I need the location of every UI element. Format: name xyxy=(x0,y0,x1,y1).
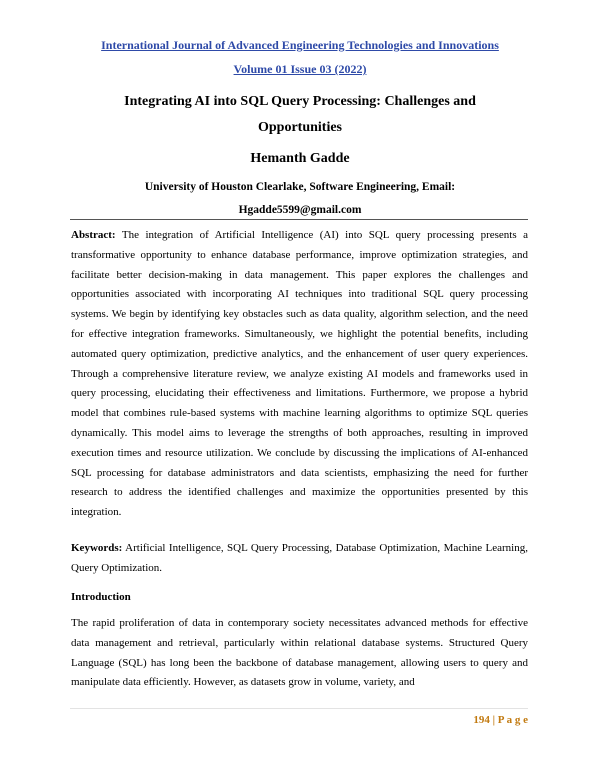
introduction-paragraph: The rapid proliferation of data in contemporary society necessitates advanced methods for effective data management and retrieval, particularly within relational database systems. Structured Query Language (SQL) has long been the backbone of database management, allowing users to query and manipulate data efficiently. However, as datasets grow in volume, variety, and xyxy=(71,617,528,689)
header-divider xyxy=(70,219,528,220)
keywords-label: Keywords: xyxy=(71,542,123,554)
keywords-text: Artificial Intelligence, SQL Query Processing, Database Optimization, Machine Learning, Query Optimization. xyxy=(71,542,528,574)
page-number: 194 | P a g e xyxy=(473,714,528,726)
author-name: Hemanth Gadde xyxy=(250,151,350,166)
paper-title: Integrating AI into SQL Query Processing: Challenges and Opportunities xyxy=(124,94,476,135)
abstract-label: Abstract: xyxy=(71,229,116,241)
volume-issue-link[interactable]: Volume 01 Issue 03 (2022) xyxy=(233,62,367,76)
author-affiliation: University of Houston Clearlake, Software Engineering, Email: Hgadde5599@gmail.com xyxy=(144,181,456,216)
footer-divider xyxy=(70,708,528,709)
journal-name-link[interactable]: International Journal of Advanced Engineering Technologies and Innovations xyxy=(101,38,499,52)
abstract-paragraph xyxy=(71,226,528,523)
introduction-heading: Introduction xyxy=(71,591,131,603)
abstract-text: The integration of Artificial Intelligence (AI) into SQL query processing presents a transformative opportunity to enhance database performance, improve optimization strategies, and facilitate better decision-making in data management. This paper explores the challenges and opportunities associated with incorporating AI techniques into traditional SQL query processing systems. We begin by identifying key obstacles such as data quality, algorithm selection, and the need for effective integration frameworks. Simultaneously, we highlight the potential benefits, including automated query optimization, predictive analytics, and the enhancement of user query experiences. Through a comprehensive literature review, we analyze existing AI models and frameworks used in query processing, elucidating their effectiveness and limitations. Furthermore, we propose a hybrid model that combines rule-based systems with machine learning algorithms to optimize SQL queries dynamically. This model aims to leverage the strengths of both approaches, resulting in improved execution times and resource utilization. We conclude by discussing the implications of AI-enhanced SQL processing for database administrators and data scientists, emphasizing the need for further research to address the identified challenges and maximize the opportunities presented by this integration. xyxy=(71,229,528,519)
keywords-paragraph xyxy=(71,539,528,579)
